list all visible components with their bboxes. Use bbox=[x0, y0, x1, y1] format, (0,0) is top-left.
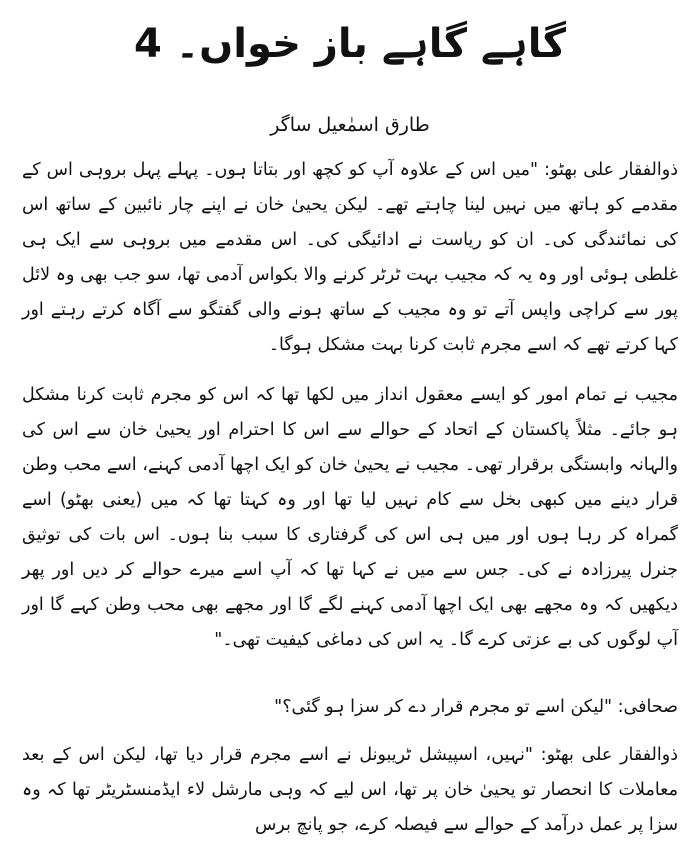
author-name: طارق اسمٰعیل ساگر bbox=[270, 114, 430, 136]
paragraph-2: مجیب نے تمام امور کو ایسے معقول انداز میں لکھا تھا کہ اس کو مجرم ثابت کرنا مشکل ہو جائے۔ مثلاً پاکستان کے اتحاد کے حوالے سے اس کا احترام اور یحییٰ خان سے اس کی والہانہ وابستگی برقرار تھی۔ مجیب نے یحییٰ خان کو ایک اچھا آدمی کہنے، اسے محب وطن قرار دینے میں کبھی بخل سے کام نہیں لیا تھا اور وہ کہتا تھا کہ میں (یعنی بھٹو) اسے گمراہ کر رہا ہوں اور میں ہی اس کی گرفتاری کا سبب بنا ہوں۔ اس بات کی توثیق جنرل پیرزادہ نے کی۔ جس سے میں نے کہا تھا کہ آپ اسے میرے حوالے کر دیں اور پھر دیکھیں کہ وہ مجھے بھی ایک اچھا آدمی کہنے لگے گا اور مجھے بھی محب وطن کہے گا اور آپ لوگوں کی بے عزتی کرے گا۔ یہ اس کی دماغی کیفیت تھی۔" bbox=[22, 385, 678, 650]
page-title: گاہے گاہے باز خواں۔ 4 bbox=[133, 21, 567, 67]
paragraph-3: صحافی: "لیکن اسے تو مجرم قرار دے کر سزا ہو گئی؟" bbox=[274, 697, 678, 717]
paragraph-4: ذوالفقار علی بھٹو: "نہیں، اسپیشل ٹریبونل نے اسے مجرم قرار دیا تھا، لیکن اس کے بعد معاملات کا انحصار تو یحییٰ خان پر تھا، اس لیے کہ وہی مارشل لاء ایڈمنسٹریٹر تھا کہ وہ سزا پر عمل درآمد کے حوالے سے فیصلہ کرے، جو پانچ برس bbox=[22, 745, 678, 835]
paragraph-1: ذوالفقار علی بھٹو: "میں اس کے علاوہ آپ کو کچھ اور بتاتا ہوں۔ پہلے پہل بروہی اس کے مقدمے کو ہاتھ میں نہیں لینا چاہتے تھے۔ لیکن یحییٰ خان نے اپنے چار نائبین کے ساتھ اس کی نمائندگی کی۔ ان کو ریاست نے ادائیگی کی۔ اس مقدمے میں بروہی سے ایک ہی غلطی ہوئی اور وہ یہ کہ مجیب بہت ٹرٹر کرنے والا بکواس آدمی تھا، سو جب بھی وہ لائل پور سے کراچی واپس آتے تو وہ مجیب کے ساتھ ہونے والی گفتگو سے آگاہ کرتے رہتے اور کہا کرتے تھے کہ اسے مجرم ثابت کرنا بہت مشکل ہوگا۔ bbox=[22, 160, 678, 355]
